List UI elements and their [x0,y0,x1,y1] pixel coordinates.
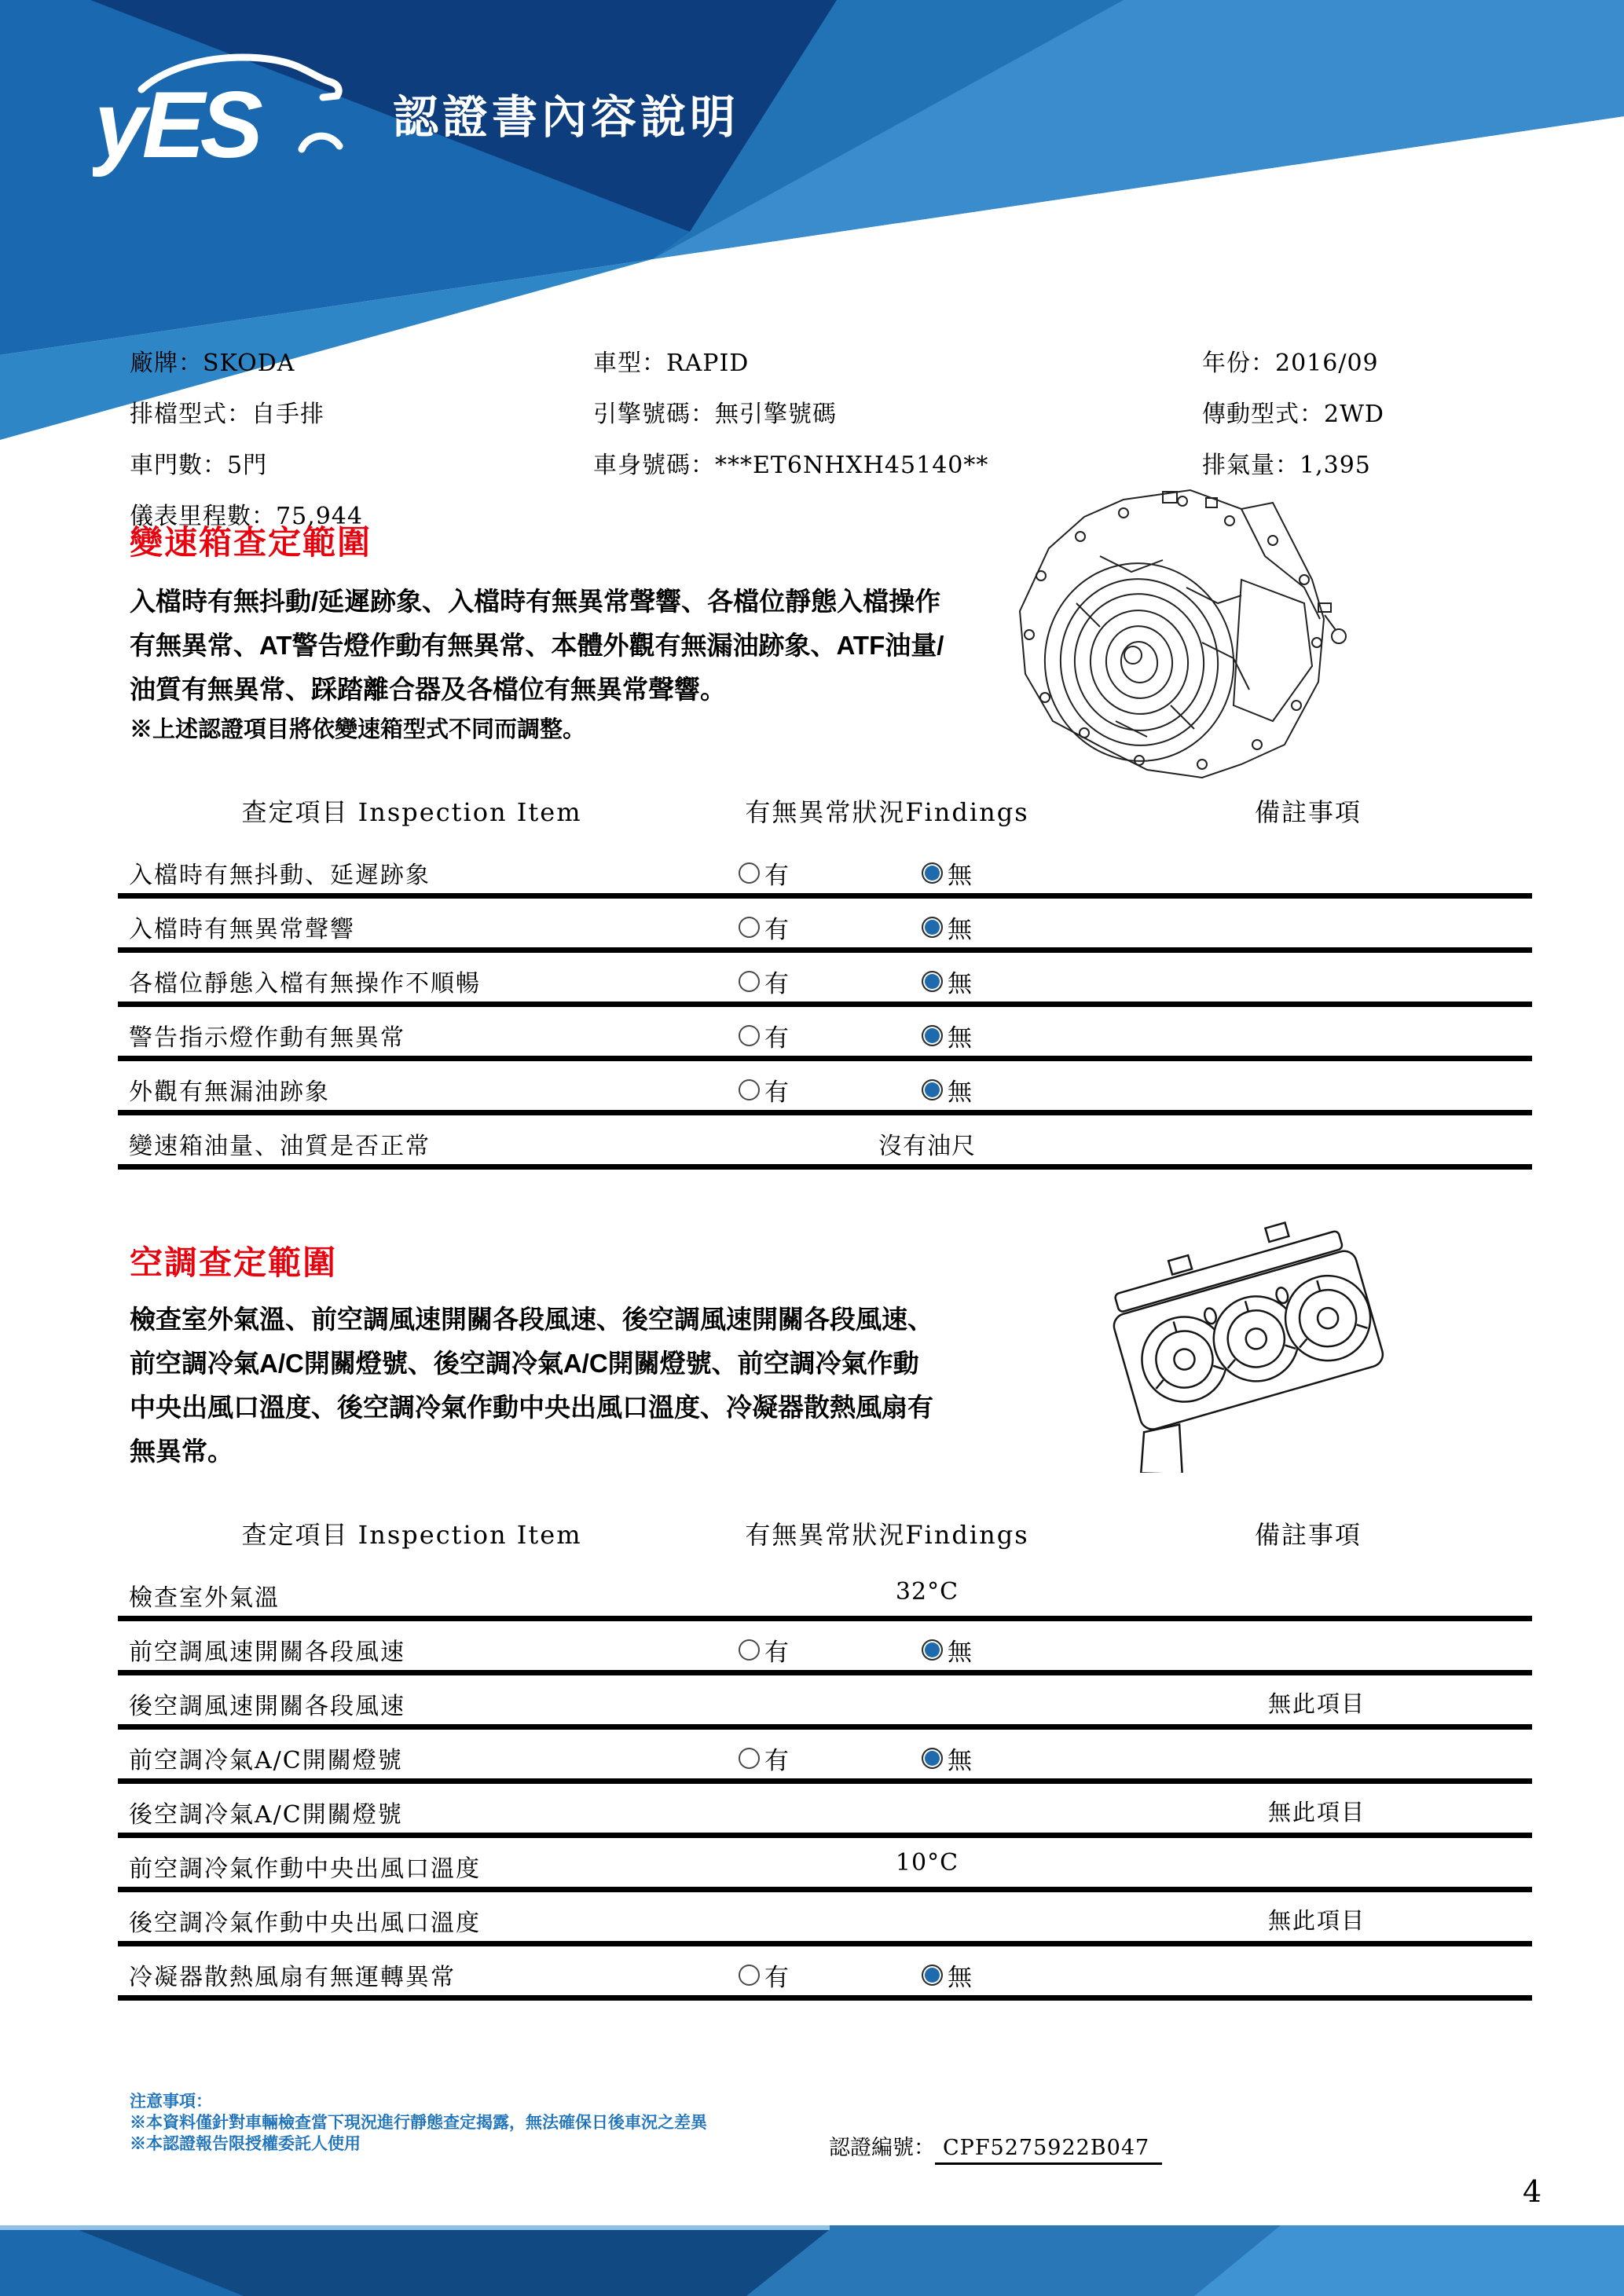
description-line: 檢查室外氣溫、前空調風速開關各段風速、後空調風速開關各段風速、 [130,1305,933,1334]
radio-yes[interactable] [739,1741,789,1776]
table-row [118,953,1532,1007]
info-drivetrain [1202,397,1384,448]
radio-yes[interactable] [739,1957,789,1993]
radio-label: 有 [764,1639,789,1667]
radio-label: 無 [948,862,972,890]
info-value: 5門 [227,452,268,479]
info-value: 2WD [1324,401,1384,428]
radio-yes[interactable] [739,964,789,999]
certificate-label: 認證編號 ： [829,2136,935,2160]
info-vin [593,448,988,499]
info-year [1202,346,1384,397]
description-line: 入檔時有無抖動/延遲跡象、入檔時有無異常聲響、各檔位靜態入檔操作 [130,587,941,616]
inspection-item-label: 各檔位靜態入檔有無操作不順暢 [129,970,481,998]
radio-label: 有 [764,1078,789,1107]
info-value: 無引擎號碼 [715,401,837,428]
info-gearbox-type [130,397,363,448]
info-model [593,346,988,397]
radio-circle-icon [739,1748,760,1769]
notes-block [130,2091,707,2155]
radio-yes[interactable] [739,855,789,891]
column-header-item: 查定項目 Inspection Item [241,1520,582,1550]
radio-circle-icon [922,971,943,992]
radio-circle-icon [922,1748,943,1769]
note-line: ※本認證報告限授權委託人使用 [130,2135,361,2153]
table-row [118,1007,1532,1061]
transmission-table [118,782,1532,1170]
radio-no-selected[interactable] [922,855,972,891]
radio-label: 有 [764,862,789,890]
radio-yes[interactable] [739,1072,789,1108]
finding-value: 沒有油尺 [878,1133,976,1160]
radio-circle-icon [739,1025,760,1046]
note-line: ※本資料僅針對車輛檢查當下現況進行靜態查定揭露，無法確保日後車況之差異 [130,2114,707,2132]
ac-table-header [118,1504,1532,1567]
remark-value: 無此項目 [1267,1690,1366,1717]
info-value: RAPID [666,350,750,377]
transmission-illustration [1006,485,1351,792]
info-label: 儀表里程數 ： [130,503,276,530]
radio-circle-icon [739,1965,760,1986]
radio-label: 無 [948,1639,972,1667]
radio-circle-icon [922,917,943,938]
radio-circle-icon [739,917,760,938]
radio-circle-icon [922,1079,943,1100]
info-label: 廠牌 ： [130,350,203,377]
info-label: 車型 ： [593,350,666,377]
column-header-findings: 有無異常狀況Findings [745,1520,1029,1550]
table-row [118,1730,1532,1784]
info-label: 引擎號碼 ： [593,401,715,428]
table-row [118,1784,1532,1838]
table-row [118,1675,1532,1730]
radio-yes[interactable] [739,910,789,945]
radio-yes[interactable] [739,1632,789,1668]
info-label: 車身號碼 ： [593,452,715,479]
notes-title: 注意事項： [130,2093,212,2111]
footer-band [0,2225,1624,2296]
table-row [118,899,1532,953]
inspection-item-label: 入檔時有無抖動、延遲跡象 [129,862,431,889]
radio-circle-icon [739,971,760,992]
inspection-item-label: 外觀有無漏油跡象 [129,1078,330,1106]
column-header-remarks: 備註事項 [1254,797,1362,827]
radio-label: 無 [948,1964,972,1992]
description-line: 無異常。 [130,1437,233,1466]
radio-no-selected[interactable] [922,1957,972,1993]
ac-control-panel-illustration [1100,1214,1399,1473]
ac-section-heading: 空調查定範圍 [130,1244,338,1281]
vehicle-info-column-3 [1202,346,1384,499]
info-label: 車門數 ： [130,452,227,479]
radio-yes[interactable] [739,1018,789,1053]
info-value: SKODA [203,350,295,377]
info-label: 排檔型式 ： [130,401,251,428]
inspection-item-label: 檢查室外氣溫 [129,1584,280,1612]
table-row [118,1892,1532,1946]
info-label: 排氣量 ： [1202,452,1300,479]
table-row [118,1061,1532,1115]
radio-no-selected[interactable] [922,1741,972,1776]
info-engine-no [593,397,988,448]
page-number: 4 [1523,2174,1542,2209]
finding-value: 10°C [895,1849,959,1877]
table-row [118,1567,1532,1621]
column-header-findings: 有無異常狀況Findings [745,797,1029,827]
inspection-item-label: 前空調冷氣A/C開關燈號 [129,1747,403,1774]
radio-label: 有 [764,1964,789,1992]
radio-circle-icon [739,1079,760,1100]
radio-label: 無 [948,1024,972,1053]
transmission-table-header [118,782,1532,844]
vehicle-info-column-2 [593,346,988,499]
inspection-item-label: 冷凝器散熱風扇有無運轉異常 [129,1964,456,1991]
info-value: 1,395 [1300,452,1371,479]
inspection-item-label: 變速箱油量、油質是否正常 [129,1133,431,1160]
radio-no-selected[interactable] [922,1018,972,1053]
column-header-remarks: 備註事項 [1254,1520,1362,1550]
description-line: 油質有無異常、踩踏離合器及各檔位有無異常聲響。 [130,675,726,704]
description-line: 有無異常、AT警告燈作動有無異常、本體外觀有無漏油跡象、ATF油量/ [130,631,944,660]
finding-value: 32°C [895,1578,959,1606]
transmission-section-heading: 變速箱查定範圍 [130,524,372,561]
radio-label: 有 [764,1747,789,1775]
certificate-number: CPF5275922B047 [935,2136,1162,2165]
radio-no-selected[interactable] [922,964,972,999]
radio-label: 無 [948,970,972,998]
inspection-item-label: 入檔時有無異常聲響 [129,916,355,943]
info-label: 傳動型式 ： [1202,401,1324,428]
info-value: 75,944 [276,503,363,530]
page-title: 認證書內容說明 [393,92,740,143]
radio-no-selected[interactable] [922,1632,972,1668]
transmission-section-note: ※上述認證項目將依變速箱型式不同而調整。 [130,717,586,742]
inspection-item-label: 前空調冷氣作動中央出風口溫度 [129,1855,481,1883]
radio-label: 無 [948,1747,972,1775]
info-brand [130,346,363,397]
table-row [118,1946,1532,2001]
inspection-item-label: 後空調冷氣A/C開關燈號 [129,1801,403,1829]
info-label: 年份 ： [1202,350,1275,377]
description-line: 中央出風口溫度、後空調冷氣作動中央出風口溫度、冷凝器散熱風扇有 [130,1393,933,1422]
radio-label: 無 [948,916,972,944]
info-doors [130,448,363,499]
radio-circle-icon [922,1965,943,1986]
inspection-item-label: 警告指示燈作動有無異常 [129,1024,405,1052]
transmission-section-description [130,580,944,712]
radio-label: 有 [764,916,789,944]
info-value: 自手排 [251,401,324,428]
radio-no-selected[interactable] [922,1072,972,1108]
radio-circle-icon [922,862,943,884]
inspection-item-label: 前空調風速開關各段風速 [129,1639,405,1666]
radio-label: 有 [764,970,789,998]
column-header-item: 查定項目 Inspection Item [241,797,582,827]
inspection-item-label: 後空調風速開關各段風速 [129,1693,405,1720]
certificate-number-line [829,2130,1162,2161]
radio-circle-icon [739,1639,760,1661]
yes-logo [93,49,368,178]
info-value: 2016/09 [1275,350,1379,377]
ac-table [118,1504,1532,2001]
ac-section-description [130,1298,933,1474]
radio-no-selected[interactable] [922,910,972,945]
remark-value: 無此項目 [1267,1907,1366,1934]
remark-value: 無此項目 [1267,1799,1366,1825]
radio-label: 有 [764,1024,789,1053]
table-row [118,1838,1532,1892]
radio-label: 無 [948,1078,972,1107]
radio-circle-icon [739,862,760,884]
table-row [118,1115,1532,1170]
radio-circle-icon [922,1025,943,1046]
radio-circle-icon [922,1639,943,1661]
info-value: ***ET6NHXH45140** [715,452,989,479]
inspection-item-label: 後空調冷氣作動中央出風口溫度 [129,1910,481,1937]
description-line: 前空調冷氣A/C開關燈號、後空調冷氣A/C開關燈號、前空調冷氣作動 [130,1349,919,1378]
logo-text: yES [94,72,258,178]
table-row [118,1621,1532,1675]
table-row [118,844,1532,899]
